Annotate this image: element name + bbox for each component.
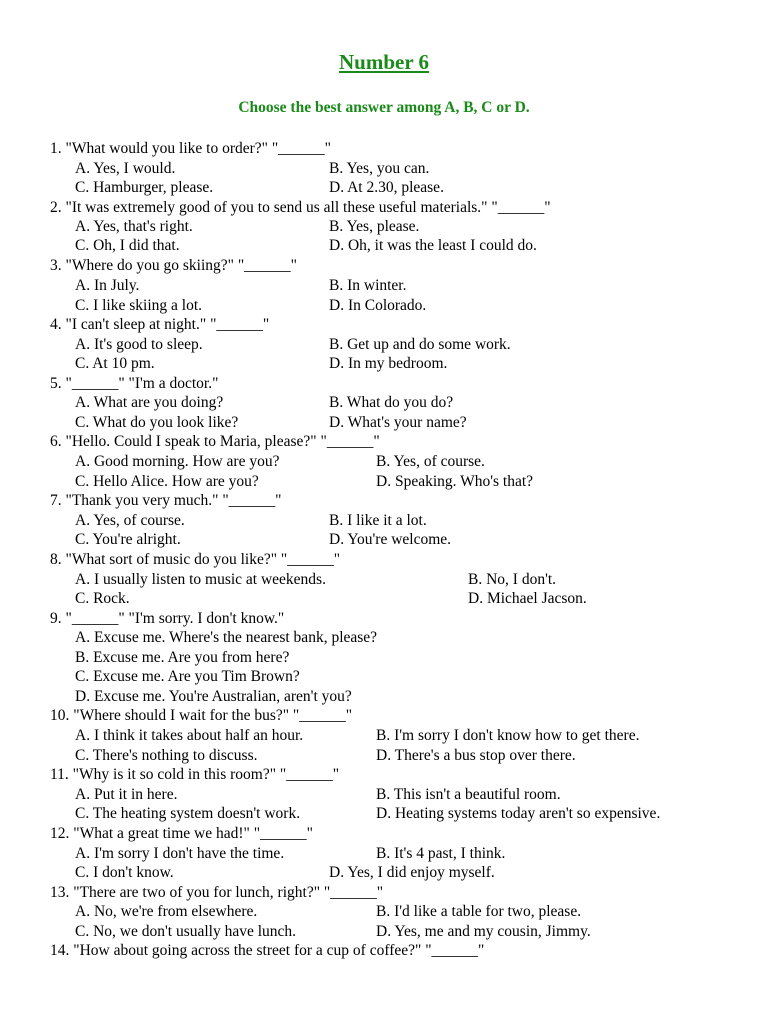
option-a: A. I'm sorry I don't have the time. — [75, 845, 285, 862]
option-d: D. There's a bus stop over there. — [376, 747, 576, 764]
option-a: A. What are you doing? — [75, 394, 224, 411]
option-a: A. Excuse me. Where's the nearest bank, please? — [75, 629, 378, 646]
option-a: A. Yes, that's right. — [75, 218, 193, 235]
option-c: C. What do you look like? — [75, 414, 239, 431]
option-b: B. No, I don't. — [468, 571, 557, 588]
option-b: B. I'd like a table for two, please. — [376, 903, 582, 920]
option-c: C. The heating system doesn't work. — [75, 805, 301, 822]
question-stem: 12. "What a great time we had!" "______" — [50, 825, 313, 842]
option-b: B. I like it a lot. — [329, 512, 427, 529]
option-b: B. Excuse me. Are you from here? — [75, 649, 290, 666]
question-stem: 9. "______" "I'm sorry. I don't know." — [50, 610, 285, 627]
instruction: Choose the best answer among A, B, C or D. — [238, 99, 530, 116]
question-stem: 10. "Where should I wait for the bus?" "______" — [50, 707, 353, 724]
option-a: A. No, we're from elsewhere. — [75, 903, 258, 920]
option-c: C. Rock. — [75, 590, 130, 607]
option-c: C. Hello Alice. How are you? — [75, 473, 259, 490]
question-stem: 11. "Why is it so cold in this room?" "______" — [50, 766, 340, 783]
option-d: D. Heating systems today aren't so expensive. — [376, 805, 661, 822]
option-c: C. There's nothing to discuss. — [75, 747, 258, 764]
question-stem: 5. "______" "I'm a doctor." — [50, 375, 219, 392]
question-stem: 13. "There are two of you for lunch, right?" "______" — [50, 884, 384, 901]
option-d: D. Excuse me. You're Australian, aren't you? — [75, 688, 352, 705]
option-a: A. It's good to sleep. — [75, 336, 203, 353]
option-d: D. You're welcome. — [329, 531, 452, 548]
option-c: C. Hamburger, please. — [75, 179, 214, 196]
option-a: A. Good morning. How are you? — [75, 453, 280, 470]
option-a: A. Put it in here. — [75, 786, 178, 803]
option-b: B. In winter. — [329, 277, 407, 294]
option-c: C. You're alright. — [75, 531, 181, 548]
option-b: B. Get up and do some work. — [329, 336, 511, 353]
option-c: C. I don't know. — [75, 864, 174, 881]
option-b: B. I'm sorry I don't know how to get there. — [376, 727, 640, 744]
option-c: C. No, we don't usually have lunch. — [75, 923, 297, 940]
option-b: B. What do you do? — [329, 394, 454, 411]
question-stem: 1. "What would you like to order?" "______" — [50, 140, 332, 157]
option-a: A. Yes, of course. — [75, 512, 185, 529]
option-a: A. I usually listen to music at weekends. — [75, 571, 326, 588]
question-stem: 2. "It was extremely good of you to send us all these useful materials." "______" — [50, 199, 551, 216]
option-b: B. This isn't a beautiful room. — [376, 786, 561, 803]
option-d: D. Yes, I did enjoy myself. — [329, 864, 495, 881]
option-d: D. Michael Jacson. — [468, 590, 587, 607]
question-stem: 6. "Hello. Could I speak to Maria, please?" "______" — [50, 433, 380, 450]
option-d: D. In Colorado. — [329, 297, 427, 314]
option-d: D. Speaking. Who's that? — [376, 473, 534, 490]
option-c: C. Excuse me. Are you Tim Brown? — [75, 668, 300, 685]
option-b: B. It's 4 past, I think. — [376, 845, 506, 862]
question-stem: 3. "Where do you go skiing?" "______" — [50, 257, 298, 274]
option-d: D. Oh, it was the least I could do. — [329, 237, 537, 254]
option-d: D. In my bedroom. — [329, 355, 448, 372]
option-c: C. Oh, I did that. — [75, 237, 180, 254]
option-a: A. Yes, I would. — [75, 160, 176, 177]
option-a: A. In July. — [75, 277, 140, 294]
question-stem: 14. "How about going across the street for a cup of coffee?" "______" — [50, 942, 485, 959]
option-d: D. At 2.30, please. — [329, 179, 444, 196]
page-title: Number 6 — [338, 50, 430, 74]
option-d: D. Yes, me and my cousin, Jimmy. — [376, 923, 591, 940]
question-stem: 8. "What sort of music do you like?" "______" — [50, 551, 341, 568]
option-c: C. At 10 pm. — [75, 355, 155, 372]
option-b: B. Yes, please. — [329, 218, 420, 235]
option-a: A. I think it takes about half an hour. — [75, 727, 304, 744]
option-b: B. Yes, of course. — [376, 453, 485, 470]
question-stem: 4. "I can't sleep at night." "______" — [50, 316, 270, 333]
question-stem: 7. "Thank you very much." "______" — [50, 492, 282, 509]
option-c: C. I like skiing a lot. — [75, 297, 203, 314]
option-d: D. What's your name? — [329, 414, 467, 431]
option-b: B. Yes, you can. — [329, 160, 430, 177]
